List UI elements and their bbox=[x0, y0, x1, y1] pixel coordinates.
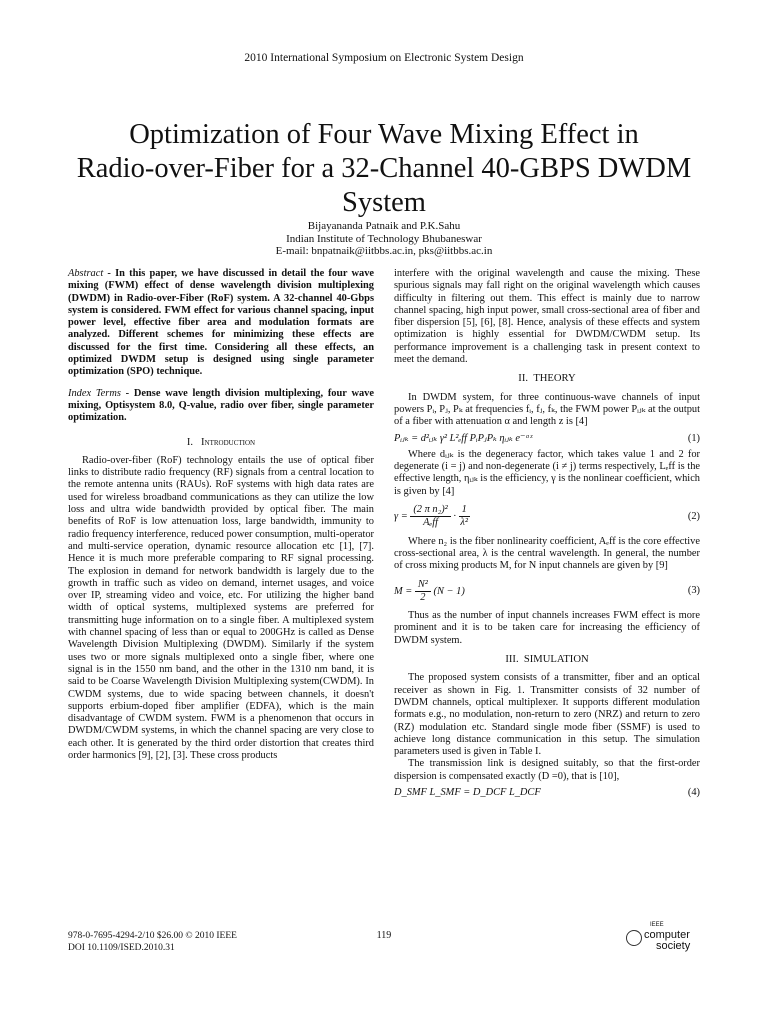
author-block bbox=[0, 220, 768, 258]
equation-2-number: (2) bbox=[687, 510, 700, 522]
ieee-computer-society-logo bbox=[626, 922, 706, 954]
title-line: Radio-over-Fiber for a 32-Channel 40-GBPS DWDM bbox=[76, 153, 692, 184]
equation-3-number: (3) bbox=[687, 585, 700, 597]
doi-line: DOI 10.1109/ISED.2010.31 bbox=[68, 943, 175, 953]
index-terms bbox=[68, 388, 374, 425]
right-column bbox=[394, 268, 700, 803]
title-line: System bbox=[342, 187, 426, 218]
isbn-line: 978-0-7695-4294-2/10 $26.00 © 2010 IEEE bbox=[68, 931, 237, 941]
logo-text-line: society bbox=[656, 940, 691, 952]
title-line: Optimization of Four Wave Mixing Effect in bbox=[129, 119, 639, 150]
author-affiliation: Indian Institute of Technology Bhubaneswar bbox=[286, 232, 482, 245]
abstract bbox=[68, 268, 374, 379]
equation-2 bbox=[394, 504, 700, 530]
intro-continuation: interfere with the original wavelength and cause the mixing. These spurious signals may fall right on the original wavelength which causes difficulty in filtering out them. This effect is mainly due to narrow channel spacing, high input power, small cross-sectional area of fiber and fiber dispersion [5], [6], [8]. Hence, analysis of these effects and system optimization is highly essential for DWDM/CWDM setup. Its performance improvement is a challenging task in present context to meet the demand. bbox=[394, 268, 700, 366]
equation-1 bbox=[394, 433, 700, 445]
left-column bbox=[68, 268, 374, 762]
equation-4-number: (4) bbox=[687, 786, 700, 798]
section-heading-theory: II. THEORY bbox=[518, 373, 576, 385]
logo-text-line: computer bbox=[644, 929, 690, 941]
simulation-paragraph: The transmission link is designed suitably, so that the first-order dispersion is compensated exactly (D =0), that is [10], bbox=[394, 758, 700, 782]
paper-title bbox=[40, 118, 728, 220]
equation-2-formula: γ = $\frac{\text{(2 π n₂)²}}{\text{Aₑff}}$ · $\frac{1}{\text{λ²}}$ bbox=[394, 504, 469, 529]
theory-paragraph: Thus as the number of input channels increases FWM effect is more prominent and it is to be taken care for increasing the efficiency of DWDM system. bbox=[394, 610, 700, 646]
equation-1-formula: Pᵢⱼₖ = d²ᵢⱼₖ γ² L²ₑff PᵢPⱼPₖ ηᵢⱼₖ e⁻ᵅᶻ bbox=[394, 432, 533, 444]
simulation-paragraph: The proposed system consists of a transmitter, fiber and an optical receiver as shown in Fig. 1. Transmitter consists of 32 number of DWDM channels, optical multiplexer. It supports different modulation formats e.g., no modulation, non-return to zero (NRZ) and return to zero (RZ) modulation etc. Standard single mode fiber (SSMF) is used to achieve long distance communication in this setup. The simulation parameters used is given in Table I. bbox=[394, 672, 700, 758]
theory-paragraph: Where dᵢⱼₖ is the degeneracy factor, which takes value 1 and 2 for degenerate (i = j) and non-degenerate (i ≠ j) terms respectively, Lₑff is the effective length, ηᵢⱼₖ is the efficiency, γ is the nonlinear coefficient, which is given by [4] bbox=[394, 448, 700, 497]
section-heading-introduction: I. Introduction bbox=[186, 436, 256, 448]
equation-1-number: (1) bbox=[687, 432, 700, 444]
equation-3-formula: M = $\frac{\text{N²}}{2}$ (N − 1) bbox=[394, 578, 465, 603]
abstract-text: - In this paper, we have discussed in detail the four wave mixing (FWM) effect of dense wavelength division multiplexing (DWDM) in Radio-over-Fiber (RoF) system. A 32-channel 40-Gbps system is considered. FWM effect for various channel spacing, input power level, effective fiber area and modulation formats are analyzed. Different schemes for minimizing these effects are discussed for the first time. Considering all these effects, an optimized DWDM setup is designed using single parameter optimization (SPO) technique. bbox=[68, 268, 374, 378]
author-email: E-mail: bnpatnaik@iitbbs.ac.in, pks@iitbbs.ac.in bbox=[275, 245, 493, 257]
logo-ieee-text: IEEE bbox=[650, 922, 664, 928]
page-number: 119 bbox=[376, 930, 392, 941]
logo-circle-icon bbox=[626, 930, 642, 946]
equation-4 bbox=[394, 787, 700, 799]
equation-4-formula: D_SMF L_SMF = D_DCF L_DCF bbox=[394, 786, 541, 798]
section-heading-simulation: III. SIMULATION bbox=[505, 654, 589, 666]
abstract-label: Abstract bbox=[68, 268, 104, 279]
index-terms-text: - Dense wave length division multiplexing, four wave mixing, Optisystem 8.0, Q-value, radio over fiber, single parameter optimization. bbox=[68, 387, 374, 424]
author-names: Bijayananda Patnaik and P.K.Sahu bbox=[307, 220, 461, 232]
introduction-body: Radio-over-fiber (RoF) technology entails the use of optical fiber links to distribute radio frequency (RF) signals from a central location to the remote antenna units (RAUs). RoF systems with high data rates are used for wireless broadband communications as they can utilize the low loss and ultra wide bandwidth provided by optical fiber. The main benefits of RoF is low attenuation loss, large bandwidth, immunity to radio frequency interference, reduced power consumption, multi-operator and multi-service operation, dynamic resource allocation etc [1], [7]. Hence it is much more preferable comparing to RF signal processing. The explosion in demand for network bandwidth is largely due to the growth in traffic such as video on demand, internet usages, and voice over IP, streaming video and voice, etc. For utilizing the higher band width of optical systems, multiplexed systems are preferred for transmitting huge information on to a single fiber. A multiplexed system with channel spacing of less than or equal to 200GHz is called as Dense Wavelength Division Multiplexing (DWDM). Similarly if the system uses two or more signals multiplexed onto a single fiber, where one signal is in the 1550 nm band, and the other in the 1310 nm band, it is said to be Coarse Wavelength Division Multiplexing system(CWDM). In CWDM systems, due to wide spacing between channels, it doesn't supports erbium-doped fiber amplifier (EDFA), which is the main disadvantage of CWDM system. FWM is a phenomenon that occurs in DWDM/CWDM systems, in which the channel spacing are very close to each other. It is generated by the third order distortion that creates third order harmonics [9], [2], [3]. These cross products bbox=[68, 454, 374, 761]
theory-paragraph: In DWDM system, for three continuous-wave channels of input powers Pᵢ, Pⱼ, Pₖ at frequencies fᵢ, fⱼ, fₖ, the FWM power Pᵢⱼₖ at the output of a fiber with attenuation α and length z is [4] bbox=[394, 391, 700, 428]
conference-header: 2010 International Symposium on Electronic System Design bbox=[244, 52, 524, 64]
index-terms-label: Index Terms bbox=[68, 387, 121, 399]
theory-paragraph: Where n₂ is the fiber nonlinearity coefficient, Aₑff is the core effective cross-sectional area, λ is the central wavelength. In general, the number of cross mixing products M, for N input channels are given by [9] bbox=[394, 535, 700, 572]
equation-3 bbox=[394, 579, 700, 605]
